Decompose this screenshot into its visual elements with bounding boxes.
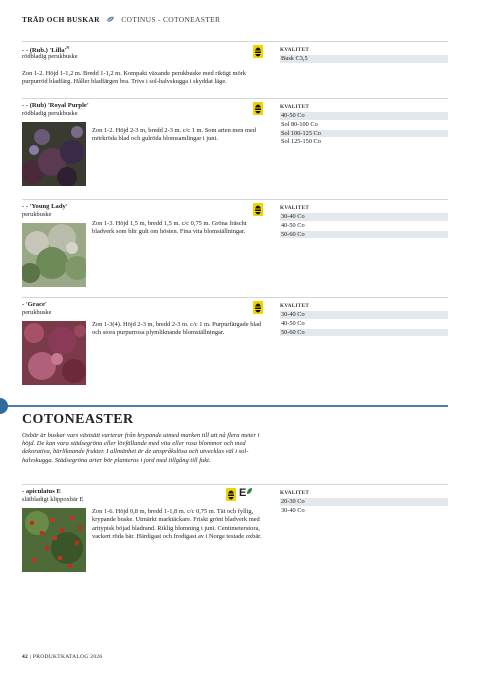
- quality-label: KVALITET: [280, 490, 310, 496]
- quality-table: [280, 488, 448, 516]
- product-name: - - (Rub.) '$Lilla'^N$: [22, 45, 70, 55]
- evergreen-badge-text: E: [239, 487, 247, 499]
- bee-icon: [253, 102, 263, 115]
- quality-row: 40-50 Co: [280, 320, 448, 329]
- divider: [22, 98, 448, 99]
- product-name: - 'Grace': [22, 301, 47, 308]
- quality-label: KVALITET: [280, 205, 310, 211]
- page-footer: [22, 654, 102, 660]
- divider: [22, 199, 448, 200]
- product-description: Zon 1-3. Höjd 1,5 m, bredd 1,5 m. c/c 0,75 m. Gröna fräscht bladverk som blir gult om hösten. Fina vita blomställningar.: [92, 220, 247, 236]
- quality-row: 30-40 Co: [280, 311, 448, 320]
- product-photo: [22, 223, 86, 287]
- quality-row: 50-60 Co: [280, 329, 448, 338]
- section-title: TRÄD OCH BUSKAR: [22, 15, 100, 24]
- product-name: - - 'Young Lady': [22, 203, 68, 210]
- quality-row: Sol 125-150 Co: [280, 138, 448, 147]
- product-common-name: perukbuske: [22, 309, 52, 316]
- product-name: - apiculatus E: [22, 488, 61, 495]
- footer-separator: |: [29, 654, 32, 660]
- bee-icon: [253, 45, 263, 58]
- product-photo: [22, 122, 86, 186]
- divider: [22, 297, 448, 298]
- product-description: Zon 1-3(4). Höjd 2-3 m, bredd 2-3 m. c/c 1 m. Purpurfärgade blad och stora purpurrosa plymliknande blomställningar.: [92, 321, 262, 337]
- page-number: 42: [22, 654, 29, 660]
- quality-row: Busk C3,5: [280, 55, 448, 64]
- product-common-name: rödbladig perukbuske: [22, 110, 78, 117]
- product-description: Zon 1-2. Höjd 2-3 m, bredd 2-3 m. c/c 1 m. Som arten men med mörkröda blad och gulröda blomsamlingar i juni.: [92, 127, 256, 143]
- product-common-name: slätbladigt klippoxbär E: [22, 496, 84, 503]
- quality-row: 40-50 Co: [280, 222, 448, 231]
- page-header: [22, 15, 452, 25]
- bee-icon: [253, 301, 263, 314]
- product-common-name: perukbuske: [22, 211, 52, 218]
- product-photo: [22, 508, 86, 572]
- quality-label: KVALITET: [280, 303, 310, 309]
- quality-table: [280, 45, 448, 64]
- product-description: Zon 1-6. Höjd 0,8 m, bredd 1-1,8 m. c/c 0,75 m. Tät och fyllig, krypande buske. Utmärkt marktäckare. Friskt grönt bladverk med arttypisk böjad bladrand. Riklig blomning i juni. Centimeterstora, vackert röda bär. Härdigast och frodigast av i Norge testade oxbär.: [92, 508, 262, 540]
- quality-row: Sol 100-125 Co: [280, 130, 448, 139]
- divider: [22, 484, 448, 485]
- quality-row: 40-50 Co: [280, 112, 448, 121]
- section-marker: [0, 398, 8, 414]
- quality-row: 30-40 Co: [280, 507, 448, 516]
- product-photo: [22, 321, 86, 385]
- bee-icon: [226, 488, 236, 501]
- leaf-icon: [106, 16, 115, 25]
- quality-row: 20-30 Co: [280, 498, 448, 507]
- product-name: - - (Rub) 'Royal Purple': [22, 102, 89, 109]
- product-young-lady: [22, 203, 448, 293]
- quality-row: Sol 80-100 Co: [280, 121, 448, 130]
- bee-icon: [253, 203, 263, 216]
- product-royal-purple: [22, 102, 448, 192]
- section-bar: [0, 405, 448, 407]
- quality-label: KVALITET: [280, 47, 310, 53]
- product-common-name: rödbladig perukbuske: [22, 53, 78, 60]
- quality-row: 30-40 Co: [280, 213, 448, 222]
- breadcrumb: COTINUS - COTONEASTER: [121, 15, 221, 24]
- product-apiculatus: [22, 488, 448, 578]
- leaf-icon: [246, 487, 253, 495]
- product-description: Zon 1-2. Höjd 1-1,2 m. Bredd 1-1,2 m. Kompakt växande perukbuske med riktigt mörk purpurröd bladfärg. Håller bladfärgen bra. Trivs i sol-halvskugga i skyddat läge.: [22, 70, 246, 86]
- section-heading: COTONEASTER: [22, 412, 134, 427]
- divider: [22, 41, 448, 42]
- quality-row: 50-60 Co: [280, 231, 448, 240]
- quality-label: KVALITET: [280, 104, 310, 110]
- product-grace: [22, 301, 448, 391]
- product-lilla: [22, 45, 448, 95]
- catalog-name: PRODUKTKATALOG 2026: [32, 654, 103, 660]
- section-intro: Oxbär är buskar vars växtsätt varierar från krypande utmed marken till att nå flera meter i höjd. De kan vara städsegröna eller lövfällande med vita eller rosa blommor och med dekorativa, bärliknande frukter. I allmänhet är de anspråkslösa och utvecklas väl i sol-halvskugga. Städsegröna arter bör planteras i jord med tillgång till fukt.: [22, 432, 260, 464]
- quality-table: [280, 102, 448, 147]
- evergreen-badge: [239, 487, 253, 499]
- quality-table: [280, 203, 448, 239]
- quality-table: [280, 301, 448, 337]
